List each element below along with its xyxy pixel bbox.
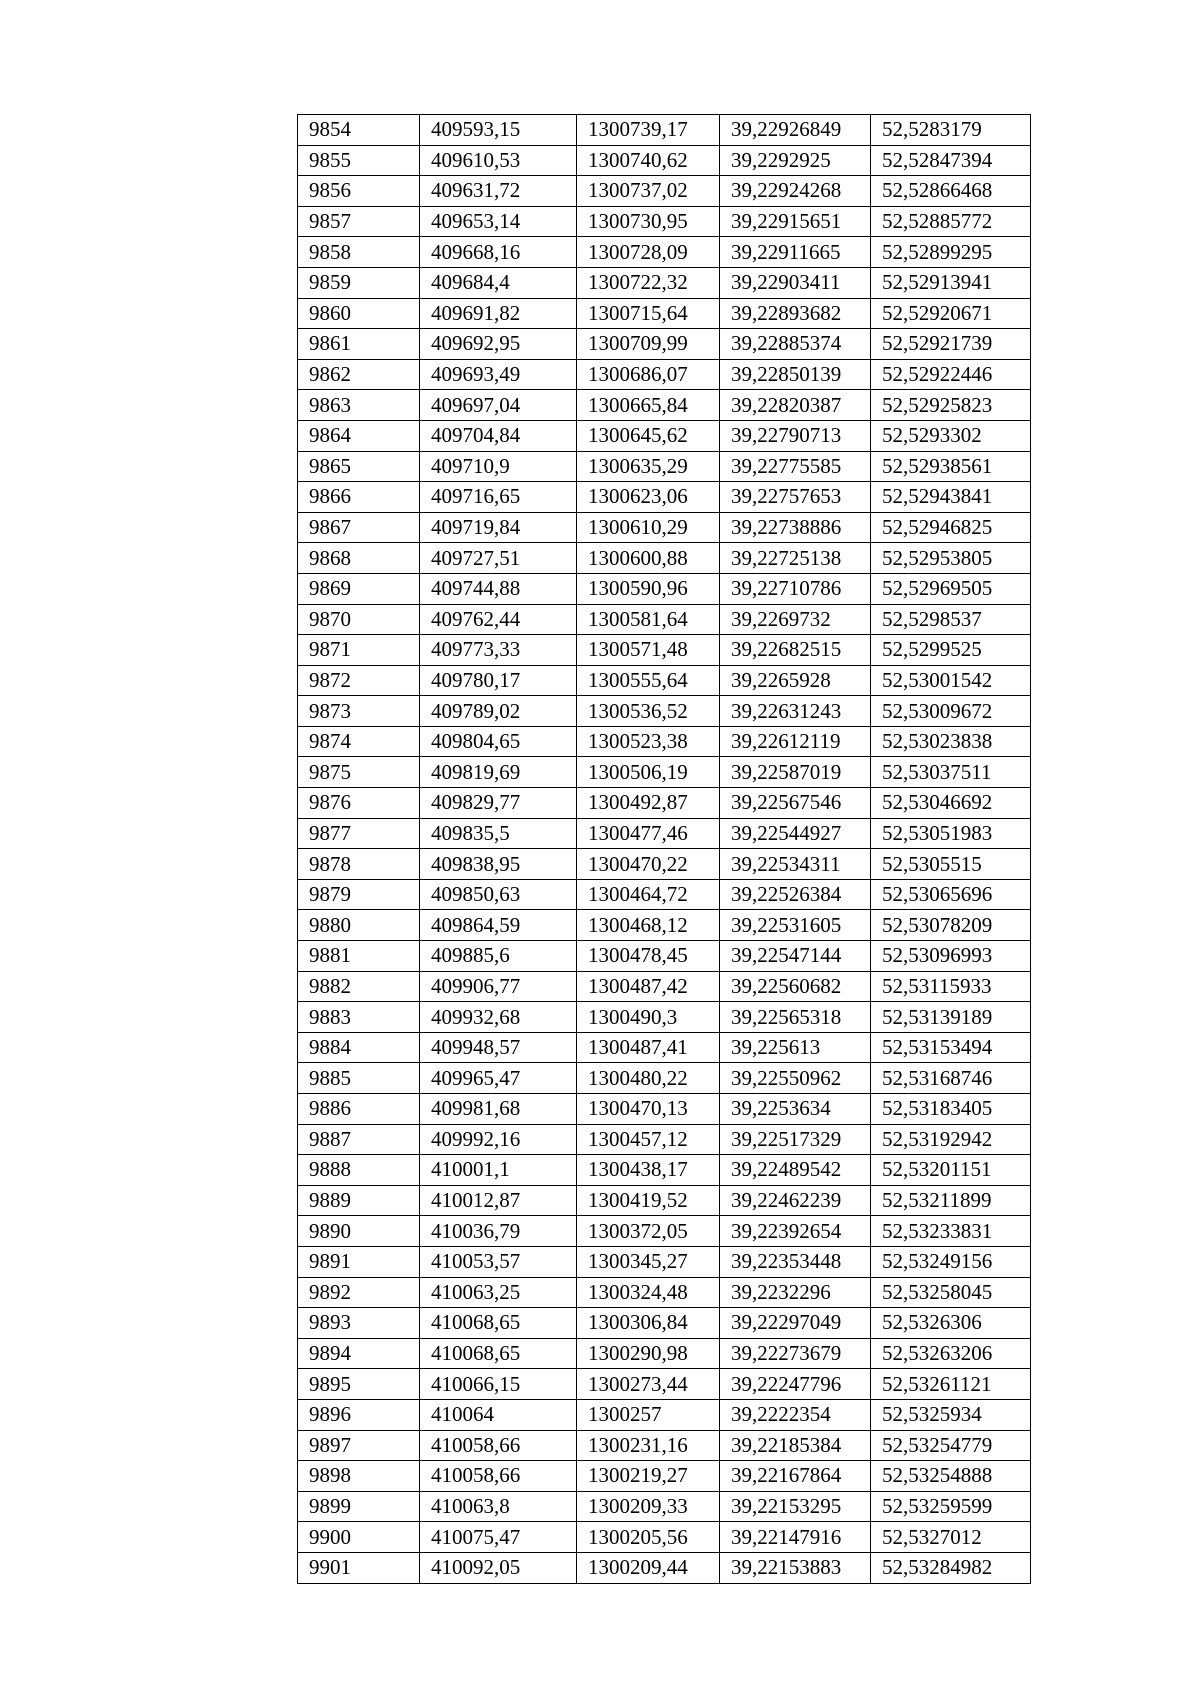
latitude-cell: 52,53211899 (871, 1185, 1031, 1216)
y-coordinate-cell: 1300273,44 (577, 1369, 720, 1400)
table-row (298, 604, 1031, 635)
y-coordinate-cell: 1300492,87 (577, 788, 720, 819)
y-coordinate-cell: 1300665,84 (577, 390, 720, 421)
y-coordinate-cell: 1300487,42 (577, 971, 720, 1002)
latitude-cell: 52,52866468 (871, 176, 1031, 207)
x-coordinate-cell: 409691,82 (420, 298, 577, 329)
point-number-cell: 9882 (298, 971, 420, 1002)
point-number-cell: 9858 (298, 237, 420, 268)
longitude-cell: 39,22167864 (720, 1461, 871, 1492)
y-coordinate-cell: 1300645,62 (577, 420, 720, 451)
point-number-cell: 9871 (298, 635, 420, 666)
y-coordinate-cell: 1300739,17 (577, 115, 720, 146)
latitude-cell: 52,5298537 (871, 604, 1031, 635)
longitude-cell: 39,22915651 (720, 206, 871, 237)
y-coordinate-cell: 1300490,3 (577, 1002, 720, 1033)
point-number-cell: 9876 (298, 788, 420, 819)
point-number-cell: 9874 (298, 726, 420, 757)
y-coordinate-cell: 1300730,95 (577, 206, 720, 237)
x-coordinate-cell: 409804,65 (420, 726, 577, 757)
point-number-cell: 9901 (298, 1552, 420, 1583)
point-number-cell: 9870 (298, 604, 420, 635)
point-number-cell: 9894 (298, 1338, 420, 1369)
longitude-cell: 39,22911665 (720, 237, 871, 268)
longitude-cell: 39,22534311 (720, 849, 871, 880)
longitude-cell: 39,22903411 (720, 267, 871, 298)
latitude-cell: 52,53259599 (871, 1491, 1031, 1522)
longitude-cell: 39,22587019 (720, 757, 871, 788)
latitude-cell: 52,53153494 (871, 1032, 1031, 1063)
longitude-cell: 39,22547144 (720, 941, 871, 972)
x-coordinate-cell: 410063,8 (420, 1491, 577, 1522)
latitude-cell: 52,52938561 (871, 451, 1031, 482)
point-number-cell: 9855 (298, 145, 420, 176)
longitude-cell: 39,22567546 (720, 788, 871, 819)
table-row (298, 1369, 1031, 1400)
latitude-cell: 52,53263206 (871, 1338, 1031, 1369)
longitude-cell: 39,22775585 (720, 451, 871, 482)
latitude-cell: 52,52943841 (871, 482, 1031, 513)
y-coordinate-cell: 1300740,62 (577, 145, 720, 176)
longitude-cell: 39,22462239 (720, 1185, 871, 1216)
point-number-cell: 9881 (298, 941, 420, 972)
y-coordinate-cell: 1300231,16 (577, 1430, 720, 1461)
table-row (298, 910, 1031, 941)
latitude-cell: 52,53249156 (871, 1246, 1031, 1277)
table-row (298, 482, 1031, 513)
latitude-cell: 52,52913941 (871, 267, 1031, 298)
x-coordinate-cell: 409692,95 (420, 329, 577, 360)
x-coordinate-cell: 410068,65 (420, 1308, 577, 1339)
table-row (298, 451, 1031, 482)
latitude-cell: 52,53046692 (871, 788, 1031, 819)
longitude-cell: 39,22153295 (720, 1491, 871, 1522)
x-coordinate-cell: 409704,84 (420, 420, 577, 451)
table-row (298, 971, 1031, 1002)
longitude-cell: 39,22531605 (720, 910, 871, 941)
longitude-cell: 39,22185384 (720, 1430, 871, 1461)
y-coordinate-cell: 1300372,05 (577, 1216, 720, 1247)
point-number-cell: 9886 (298, 1094, 420, 1125)
longitude-cell: 39,2232296 (720, 1277, 871, 1308)
y-coordinate-cell: 1300470,13 (577, 1094, 720, 1125)
latitude-cell: 52,53065696 (871, 879, 1031, 910)
x-coordinate-cell: 409719,84 (420, 512, 577, 543)
latitude-cell: 52,53284982 (871, 1552, 1031, 1583)
y-coordinate-cell: 1300722,32 (577, 267, 720, 298)
table-row (298, 1522, 1031, 1553)
longitude-cell: 39,22725138 (720, 543, 871, 574)
x-coordinate-cell: 409829,77 (420, 788, 577, 819)
table-row (298, 818, 1031, 849)
table-row (298, 1277, 1031, 1308)
x-coordinate-cell: 409835,5 (420, 818, 577, 849)
longitude-cell: 39,22926849 (720, 115, 871, 146)
table-row (298, 420, 1031, 451)
table-row (298, 1124, 1031, 1155)
x-coordinate-cell: 410036,79 (420, 1216, 577, 1247)
x-coordinate-cell: 409906,77 (420, 971, 577, 1002)
x-coordinate-cell: 410058,66 (420, 1461, 577, 1492)
y-coordinate-cell: 1300257 (577, 1399, 720, 1430)
longitude-cell: 39,22147916 (720, 1522, 871, 1553)
latitude-cell: 52,53139189 (871, 1002, 1031, 1033)
y-coordinate-cell: 1300464,72 (577, 879, 720, 910)
y-coordinate-cell: 1300571,48 (577, 635, 720, 666)
point-number-cell: 9889 (298, 1185, 420, 1216)
table-row (298, 543, 1031, 574)
longitude-cell: 39,22550962 (720, 1063, 871, 1094)
coordinates-table-body (298, 115, 1031, 1584)
longitude-cell: 39,22544927 (720, 818, 871, 849)
latitude-cell: 52,52969505 (871, 573, 1031, 604)
x-coordinate-cell: 409727,51 (420, 543, 577, 574)
table-row (298, 145, 1031, 176)
point-number-cell: 9862 (298, 359, 420, 390)
point-number-cell: 9898 (298, 1461, 420, 1492)
latitude-cell: 52,5305515 (871, 849, 1031, 880)
latitude-cell: 52,53183405 (871, 1094, 1031, 1125)
coordinates-table (297, 114, 1031, 1584)
y-coordinate-cell: 1300324,48 (577, 1277, 720, 1308)
longitude-cell: 39,22820387 (720, 390, 871, 421)
x-coordinate-cell: 409684,4 (420, 267, 577, 298)
x-coordinate-cell: 410001,1 (420, 1155, 577, 1186)
latitude-cell: 52,52920671 (871, 298, 1031, 329)
y-coordinate-cell: 1300623,06 (577, 482, 720, 513)
point-number-cell: 9877 (298, 818, 420, 849)
x-coordinate-cell: 409780,17 (420, 665, 577, 696)
latitude-cell: 52,52922446 (871, 359, 1031, 390)
y-coordinate-cell: 1300209,44 (577, 1552, 720, 1583)
latitude-cell: 52,52925823 (871, 390, 1031, 421)
table-row (298, 788, 1031, 819)
longitude-cell: 39,2292925 (720, 145, 871, 176)
latitude-cell: 52,53096993 (871, 941, 1031, 972)
point-number-cell: 9899 (298, 1491, 420, 1522)
table-row (298, 267, 1031, 298)
y-coordinate-cell: 1300290,98 (577, 1338, 720, 1369)
y-coordinate-cell: 1300419,52 (577, 1185, 720, 1216)
y-coordinate-cell: 1300728,09 (577, 237, 720, 268)
x-coordinate-cell: 409992,16 (420, 1124, 577, 1155)
longitude-cell: 39,22353448 (720, 1246, 871, 1277)
table-row (298, 573, 1031, 604)
latitude-cell: 52,53254888 (871, 1461, 1031, 1492)
longitude-cell: 39,2269732 (720, 604, 871, 635)
point-number-cell: 9883 (298, 1002, 420, 1033)
latitude-cell: 52,53023838 (871, 726, 1031, 757)
point-number-cell: 9859 (298, 267, 420, 298)
longitude-cell: 39,22885374 (720, 329, 871, 360)
table-row (298, 635, 1031, 666)
point-number-cell: 9893 (298, 1308, 420, 1339)
table-row (298, 390, 1031, 421)
x-coordinate-cell: 409789,02 (420, 696, 577, 727)
x-coordinate-cell: 410075,47 (420, 1522, 577, 1553)
longitude-cell: 39,22710786 (720, 573, 871, 604)
point-number-cell: 9884 (298, 1032, 420, 1063)
table-row (298, 1185, 1031, 1216)
latitude-cell: 52,52946825 (871, 512, 1031, 543)
point-number-cell: 9861 (298, 329, 420, 360)
table-row (298, 359, 1031, 390)
latitude-cell: 52,53233831 (871, 1216, 1031, 1247)
point-number-cell: 9868 (298, 543, 420, 574)
latitude-cell: 52,5293302 (871, 420, 1031, 451)
x-coordinate-cell: 409697,04 (420, 390, 577, 421)
y-coordinate-cell: 1300209,33 (577, 1491, 720, 1522)
x-coordinate-cell: 410064 (420, 1399, 577, 1430)
table-row (298, 1063, 1031, 1094)
latitude-cell: 52,52899295 (871, 237, 1031, 268)
table-row (298, 757, 1031, 788)
y-coordinate-cell: 1300480,22 (577, 1063, 720, 1094)
y-coordinate-cell: 1300205,56 (577, 1522, 720, 1553)
latitude-cell: 52,53051983 (871, 818, 1031, 849)
latitude-cell: 52,5325934 (871, 1399, 1031, 1430)
y-coordinate-cell: 1300590,96 (577, 573, 720, 604)
point-number-cell: 9866 (298, 482, 420, 513)
table-row (298, 1246, 1031, 1277)
longitude-cell: 39,22565318 (720, 1002, 871, 1033)
longitude-cell: 39,22517329 (720, 1124, 871, 1155)
y-coordinate-cell: 1300468,12 (577, 910, 720, 941)
y-coordinate-cell: 1300506,19 (577, 757, 720, 788)
longitude-cell: 39,22682515 (720, 635, 871, 666)
longitude-cell: 39,2265928 (720, 665, 871, 696)
point-number-cell: 9887 (298, 1124, 420, 1155)
point-number-cell: 9885 (298, 1063, 420, 1094)
y-coordinate-cell: 1300536,52 (577, 696, 720, 727)
x-coordinate-cell: 409710,9 (420, 451, 577, 482)
table-row (298, 696, 1031, 727)
table-row (298, 115, 1031, 146)
y-coordinate-cell: 1300438,17 (577, 1155, 720, 1186)
point-number-cell: 9873 (298, 696, 420, 727)
x-coordinate-cell: 409668,16 (420, 237, 577, 268)
longitude-cell: 39,22924268 (720, 176, 871, 207)
point-number-cell: 9892 (298, 1277, 420, 1308)
table-row (298, 1002, 1031, 1033)
latitude-cell: 52,52847394 (871, 145, 1031, 176)
longitude-cell: 39,225613 (720, 1032, 871, 1063)
x-coordinate-cell: 409948,57 (420, 1032, 577, 1063)
longitude-cell: 39,22526384 (720, 879, 871, 910)
point-number-cell: 9872 (298, 665, 420, 696)
table-row (298, 329, 1031, 360)
y-coordinate-cell: 1300457,12 (577, 1124, 720, 1155)
table-row (298, 512, 1031, 543)
table-row (298, 1155, 1031, 1186)
longitude-cell: 39,22757653 (720, 482, 871, 513)
latitude-cell: 52,53001542 (871, 665, 1031, 696)
x-coordinate-cell: 409885,6 (420, 941, 577, 972)
y-coordinate-cell: 1300715,64 (577, 298, 720, 329)
table-row (298, 298, 1031, 329)
x-coordinate-cell: 410012,87 (420, 1185, 577, 1216)
latitude-cell: 52,53254779 (871, 1430, 1031, 1461)
longitude-cell: 39,22631243 (720, 696, 871, 727)
x-coordinate-cell: 410068,65 (420, 1338, 577, 1369)
y-coordinate-cell: 1300686,07 (577, 359, 720, 390)
table-row (298, 726, 1031, 757)
table-row (298, 1552, 1031, 1583)
latitude-cell: 52,53115933 (871, 971, 1031, 1002)
x-coordinate-cell: 409850,63 (420, 879, 577, 910)
y-coordinate-cell: 1300635,29 (577, 451, 720, 482)
latitude-cell: 52,52885772 (871, 206, 1031, 237)
point-number-cell: 9891 (298, 1246, 420, 1277)
y-coordinate-cell: 1300581,64 (577, 604, 720, 635)
table-row (298, 941, 1031, 972)
x-coordinate-cell: 409981,68 (420, 1094, 577, 1125)
point-number-cell: 9879 (298, 879, 420, 910)
table-row (298, 1308, 1031, 1339)
table-row (298, 1461, 1031, 1492)
point-number-cell: 9863 (298, 390, 420, 421)
point-number-cell: 9888 (298, 1155, 420, 1186)
y-coordinate-cell: 1300219,27 (577, 1461, 720, 1492)
table-row (298, 1338, 1031, 1369)
table-row (298, 1094, 1031, 1125)
point-number-cell: 9854 (298, 115, 420, 146)
y-coordinate-cell: 1300610,29 (577, 512, 720, 543)
y-coordinate-cell: 1300477,46 (577, 818, 720, 849)
latitude-cell: 52,53009672 (871, 696, 1031, 727)
x-coordinate-cell: 409716,65 (420, 482, 577, 513)
longitude-cell: 39,22893682 (720, 298, 871, 329)
y-coordinate-cell: 1300470,22 (577, 849, 720, 880)
x-coordinate-cell: 410066,15 (420, 1369, 577, 1400)
point-number-cell: 9878 (298, 849, 420, 880)
point-number-cell: 9895 (298, 1369, 420, 1400)
table-row (298, 849, 1031, 880)
y-coordinate-cell: 1300737,02 (577, 176, 720, 207)
longitude-cell: 39,22489542 (720, 1155, 871, 1186)
longitude-cell: 39,22612119 (720, 726, 871, 757)
longitude-cell: 39,2222354 (720, 1399, 871, 1430)
x-coordinate-cell: 409631,72 (420, 176, 577, 207)
point-number-cell: 9890 (298, 1216, 420, 1247)
latitude-cell: 52,53261121 (871, 1369, 1031, 1400)
y-coordinate-cell: 1300555,64 (577, 665, 720, 696)
x-coordinate-cell: 409773,33 (420, 635, 577, 666)
table-row (298, 1399, 1031, 1430)
longitude-cell: 39,22153883 (720, 1552, 871, 1583)
table-row (298, 1032, 1031, 1063)
y-coordinate-cell: 1300709,99 (577, 329, 720, 360)
latitude-cell: 52,5326306 (871, 1308, 1031, 1339)
x-coordinate-cell: 409762,44 (420, 604, 577, 635)
longitude-cell: 39,22273679 (720, 1338, 871, 1369)
longitude-cell: 39,2253634 (720, 1094, 871, 1125)
x-coordinate-cell: 410053,57 (420, 1246, 577, 1277)
latitude-cell: 52,53258045 (871, 1277, 1031, 1308)
x-coordinate-cell: 409965,47 (420, 1063, 577, 1094)
longitude-cell: 39,22560682 (720, 971, 871, 1002)
longitude-cell: 39,22850139 (720, 359, 871, 390)
latitude-cell: 52,5327012 (871, 1522, 1031, 1553)
x-coordinate-cell: 409610,53 (420, 145, 577, 176)
longitude-cell: 39,22738886 (720, 512, 871, 543)
point-number-cell: 9867 (298, 512, 420, 543)
latitude-cell: 52,53037511 (871, 757, 1031, 788)
x-coordinate-cell: 410063,25 (420, 1277, 577, 1308)
longitude-cell: 39,22392654 (720, 1216, 871, 1247)
table-row (298, 1491, 1031, 1522)
x-coordinate-cell: 409819,69 (420, 757, 577, 788)
y-coordinate-cell: 1300478,45 (577, 941, 720, 972)
point-number-cell: 9880 (298, 910, 420, 941)
x-coordinate-cell: 409653,14 (420, 206, 577, 237)
point-number-cell: 9869 (298, 573, 420, 604)
table-row (298, 665, 1031, 696)
point-number-cell: 9865 (298, 451, 420, 482)
x-coordinate-cell: 409864,59 (420, 910, 577, 941)
latitude-cell: 52,52921739 (871, 329, 1031, 360)
latitude-cell: 52,53192942 (871, 1124, 1031, 1155)
point-number-cell: 9900 (298, 1522, 420, 1553)
x-coordinate-cell: 410058,66 (420, 1430, 577, 1461)
latitude-cell: 52,5283179 (871, 115, 1031, 146)
point-number-cell: 9896 (298, 1399, 420, 1430)
longitude-cell: 39,22297049 (720, 1308, 871, 1339)
point-number-cell: 9864 (298, 420, 420, 451)
x-coordinate-cell: 409693,49 (420, 359, 577, 390)
x-coordinate-cell: 410092,05 (420, 1552, 577, 1583)
point-number-cell: 9875 (298, 757, 420, 788)
point-number-cell: 9857 (298, 206, 420, 237)
point-number-cell: 9856 (298, 176, 420, 207)
latitude-cell: 52,53201151 (871, 1155, 1031, 1186)
y-coordinate-cell: 1300523,38 (577, 726, 720, 757)
point-number-cell: 9860 (298, 298, 420, 329)
latitude-cell: 52,52953805 (871, 543, 1031, 574)
latitude-cell: 52,5299525 (871, 635, 1031, 666)
table-row (298, 879, 1031, 910)
y-coordinate-cell: 1300345,27 (577, 1246, 720, 1277)
y-coordinate-cell: 1300600,88 (577, 543, 720, 574)
point-number-cell: 9897 (298, 1430, 420, 1461)
x-coordinate-cell: 409744,88 (420, 573, 577, 604)
table-row (298, 1216, 1031, 1247)
y-coordinate-cell: 1300306,84 (577, 1308, 720, 1339)
table-row (298, 206, 1031, 237)
x-coordinate-cell: 409932,68 (420, 1002, 577, 1033)
y-coordinate-cell: 1300487,41 (577, 1032, 720, 1063)
table-row (298, 1430, 1031, 1461)
latitude-cell: 52,53078209 (871, 910, 1031, 941)
table-row (298, 176, 1031, 207)
x-coordinate-cell: 409593,15 (420, 115, 577, 146)
longitude-cell: 39,22247796 (720, 1369, 871, 1400)
x-coordinate-cell: 409838,95 (420, 849, 577, 880)
latitude-cell: 52,53168746 (871, 1063, 1031, 1094)
longitude-cell: 39,22790713 (720, 420, 871, 451)
table-row (298, 237, 1031, 268)
